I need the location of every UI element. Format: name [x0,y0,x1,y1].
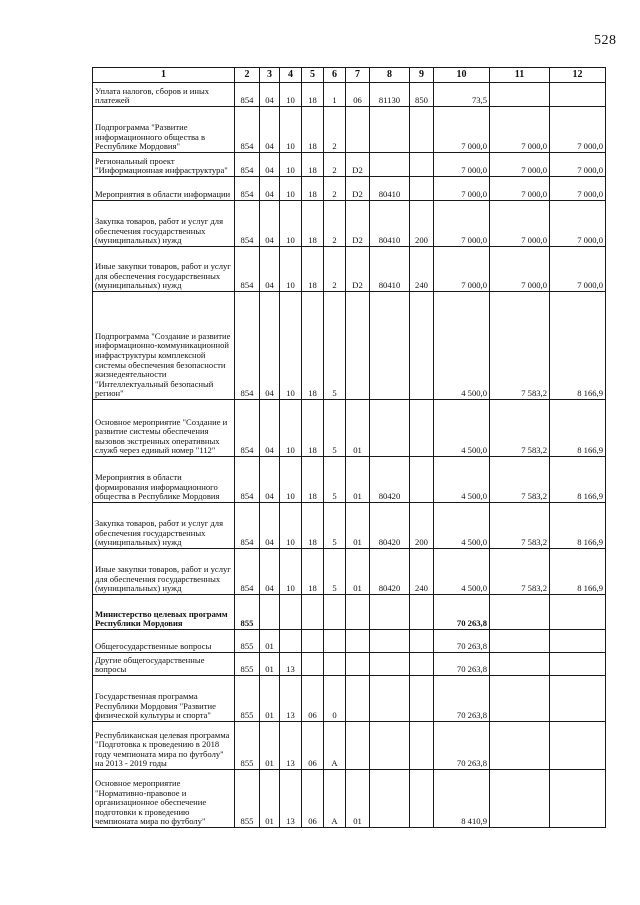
cell-col-6: 2 [324,153,346,177]
cell-col-9 [410,292,434,400]
cell-col-7: 01 [346,549,370,595]
row-name-cell: Закупка товаров, работ и услуг для обеспечения государственных (муниципальных) нужд [93,201,235,247]
cell-col-7: D2 [346,201,370,247]
cell-col-12: 8 166,9 [550,457,606,503]
cell-col-5: 18 [302,549,324,595]
row-name-cell: Закупка товаров, работ и услуг для обеспечения государственных (муниципальных) нужд [93,503,235,549]
cell-col-9 [410,630,434,653]
cell-col-10: 4 500,0 [434,292,490,400]
cell-col-5: 18 [302,292,324,400]
cell-col-5 [302,630,324,653]
cell-col-6 [324,595,346,630]
cell-col-12 [550,630,606,653]
cell-col-3 [260,595,280,630]
cell-col-11 [490,653,550,676]
cell-col-5: 18 [302,400,324,457]
cell-col-7 [346,595,370,630]
cell-col-7: 01 [346,457,370,503]
cell-col-7: D2 [346,177,370,201]
cell-col-10: 8 410,9 [434,770,490,828]
cell-col-7 [346,630,370,653]
page-number: 528 [594,33,617,48]
cell-col-12: 8 166,9 [550,549,606,595]
cell-col-6: 5 [324,503,346,549]
row-name-cell: Другие общегосударственные вопросы [93,653,235,676]
cell-col-4: 10 [280,177,302,201]
table-row [93,595,606,630]
cell-col-2: 854 [235,457,260,503]
cell-col-8: 80410 [370,177,410,201]
cell-col-11 [490,630,550,653]
cell-col-6: 5 [324,292,346,400]
table-row [93,247,606,292]
cell-col-10: 70 263,8 [434,676,490,722]
table-row [93,107,606,153]
cell-col-2: 854 [235,201,260,247]
cell-col-11: 7 000,0 [490,107,550,153]
column-header-7: 7 [346,68,370,83]
cell-col-9 [410,153,434,177]
budget-table [92,67,606,828]
row-name-cell: Основное мероприятие "Нормативно-правовое и организационное обеспечение подготовки к проведению чемпионата мира по футболу" [93,770,235,828]
cell-col-10: 70 263,8 [434,653,490,676]
cell-col-12 [550,676,606,722]
cell-col-10: 4 500,0 [434,549,490,595]
cell-col-2: 854 [235,83,260,107]
cell-col-4: 10 [280,549,302,595]
cell-col-10: 7 000,0 [434,247,490,292]
cell-col-7: 06 [346,83,370,107]
row-name-cell: Иные закупки товаров, работ и услуг для обеспечения государственных (муниципальных) нужд [93,549,235,595]
cell-col-9 [410,770,434,828]
row-name-cell: Государственная программа Республики Мордовия "Развитие физической культуры и спорта" [93,676,235,722]
cell-col-12: 8 166,9 [550,400,606,457]
table-row [93,153,606,177]
cell-col-6: 5 [324,549,346,595]
cell-col-10: 73,5 [434,83,490,107]
cell-col-12 [550,653,606,676]
cell-col-7 [346,653,370,676]
cell-col-9: 240 [410,247,434,292]
cell-col-10: 70 263,8 [434,630,490,653]
cell-col-2: 855 [235,595,260,630]
cell-col-4: 13 [280,653,302,676]
cell-col-6: 2 [324,177,346,201]
cell-col-10: 70 263,8 [434,595,490,630]
cell-col-5: 18 [302,177,324,201]
cell-col-2: 854 [235,177,260,201]
cell-col-3: 01 [260,770,280,828]
cell-col-8 [370,400,410,457]
cell-col-6: 0 [324,676,346,722]
cell-col-10: 7 000,0 [434,107,490,153]
cell-col-4 [280,630,302,653]
table-body [93,83,606,828]
cell-col-3: 04 [260,201,280,247]
cell-col-3: 04 [260,503,280,549]
cell-col-4: 10 [280,107,302,153]
cell-col-9: 200 [410,201,434,247]
cell-col-4: 10 [280,201,302,247]
cell-col-6 [324,653,346,676]
cell-col-11: 7 000,0 [490,201,550,247]
cell-col-12 [550,770,606,828]
table-row [93,177,606,201]
cell-col-6: 2 [324,247,346,292]
cell-col-4: 10 [280,153,302,177]
cell-col-8 [370,653,410,676]
cell-col-12: 7 000,0 [550,201,606,247]
cell-col-8: 80410 [370,247,410,292]
cell-col-5: 18 [302,457,324,503]
cell-col-3: 01 [260,676,280,722]
cell-col-10: 7 000,0 [434,153,490,177]
cell-col-11 [490,83,550,107]
cell-col-5: 18 [302,107,324,153]
cell-col-9: 850 [410,83,434,107]
cell-col-3: 04 [260,107,280,153]
cell-col-4: 13 [280,676,302,722]
cell-col-5: 18 [302,247,324,292]
cell-col-9 [410,400,434,457]
cell-col-7: 01 [346,770,370,828]
cell-col-8: 80420 [370,549,410,595]
column-header-9: 9 [410,68,434,83]
table-row [93,201,606,247]
cell-col-11: 7 583,2 [490,292,550,400]
cell-col-3: 04 [260,247,280,292]
cell-col-8: 81130 [370,83,410,107]
cell-col-8: 80420 [370,503,410,549]
cell-col-8 [370,595,410,630]
column-header-3: 3 [260,68,280,83]
cell-col-9 [410,676,434,722]
cell-col-5: 18 [302,153,324,177]
cell-col-2: 854 [235,247,260,292]
cell-col-7: D2 [346,153,370,177]
cell-col-3: 01 [260,653,280,676]
cell-col-11: 7 583,2 [490,400,550,457]
cell-col-11: 7 583,2 [490,549,550,595]
column-header-8: 8 [370,68,410,83]
cell-col-2: 854 [235,107,260,153]
table-row [93,653,606,676]
table-header-row [93,68,606,83]
cell-col-11: 7 583,2 [490,503,550,549]
cell-col-11: 7 000,0 [490,177,550,201]
cell-col-12 [550,722,606,770]
cell-col-5: 18 [302,503,324,549]
cell-col-2: 854 [235,400,260,457]
cell-col-7: 01 [346,503,370,549]
cell-col-5 [302,595,324,630]
cell-col-8 [370,107,410,153]
cell-col-9 [410,107,434,153]
row-name-cell: Министерство целевых программ Республики Мордовия [93,595,235,630]
row-name-cell: Общегосударственные вопросы [93,630,235,653]
cell-col-9: 200 [410,503,434,549]
cell-col-10: 4 500,0 [434,503,490,549]
cell-col-4: 13 [280,770,302,828]
table-row [93,503,606,549]
cell-col-4: 10 [280,83,302,107]
cell-col-4 [280,595,302,630]
cell-col-7 [346,107,370,153]
cell-col-3: 04 [260,549,280,595]
cell-col-8 [370,292,410,400]
cell-col-5: 18 [302,201,324,247]
cell-col-6: 2 [324,201,346,247]
cell-col-11 [490,676,550,722]
cell-col-12 [550,83,606,107]
cell-col-10: 7 000,0 [434,201,490,247]
cell-col-5: 06 [302,722,324,770]
row-name-cell: Республиканская целевая программа "Подготовка к проведению в 2018 году чемпионата мира по футболу" на 2013 - 2019 годы [93,722,235,770]
row-name-cell: Подпрограмма "Развитие информационного общества в Республике Мордовия" [93,107,235,153]
table-row [93,676,606,722]
table-row [93,292,606,400]
cell-col-11 [490,722,550,770]
row-name-cell: Подпрограмма "Создание и развитие информационно-коммуникационной инфраструктуры комплексной системы обеспечения безопасности жизнедеятельности "Интеллектуальный безопасный регион" [93,292,235,400]
cell-col-6: А [324,722,346,770]
cell-col-8 [370,676,410,722]
row-name-cell: Иные закупки товаров, работ и услуг для обеспечения государственных (муниципальных) нужд [93,247,235,292]
cell-col-4: 10 [280,292,302,400]
row-name-cell: Мероприятия в области информации [93,177,235,201]
cell-col-10: 7 000,0 [434,177,490,201]
cell-col-9 [410,722,434,770]
cell-col-3: 04 [260,83,280,107]
cell-col-6: А [324,770,346,828]
row-name-cell: Основное мероприятие "Создание и развитие системы обеспечения вызовов экстренных оперативных служб через единый номер "112" [93,400,235,457]
cell-col-3: 01 [260,722,280,770]
cell-col-11: 7 000,0 [490,247,550,292]
cell-col-2: 854 [235,549,260,595]
row-name-cell: Мероприятия в области формирования информационного общества в Республике Мордовия [93,457,235,503]
column-header-4: 4 [280,68,302,83]
table-row [93,722,606,770]
row-name-cell: Региональный проект "Информационная инфраструктура" [93,153,235,177]
cell-col-8 [370,722,410,770]
cell-col-5: 06 [302,770,324,828]
cell-col-12: 7 000,0 [550,107,606,153]
cell-col-12: 7 000,0 [550,247,606,292]
cell-col-2: 855 [235,653,260,676]
cell-col-9 [410,653,434,676]
cell-col-3: 01 [260,630,280,653]
column-header-12: 12 [550,68,606,83]
row-name-cell: Уплата налогов, сборов и иных платежей [93,83,235,107]
cell-col-4: 13 [280,722,302,770]
cell-col-9 [410,595,434,630]
cell-col-8 [370,770,410,828]
cell-col-3: 04 [260,153,280,177]
cell-col-11: 7 583,2 [490,457,550,503]
cell-col-6: 1 [324,83,346,107]
cell-col-10: 4 500,0 [434,457,490,503]
column-header-1: 1 [93,68,235,83]
cell-col-2: 854 [235,503,260,549]
cell-col-10: 70 263,8 [434,722,490,770]
column-header-11: 11 [490,68,550,83]
cell-col-4: 10 [280,503,302,549]
cell-col-12: 8 166,9 [550,503,606,549]
cell-col-5: 06 [302,676,324,722]
column-header-10: 10 [434,68,490,83]
table-row [93,630,606,653]
cell-col-9 [410,457,434,503]
cell-col-7: D2 [346,247,370,292]
cell-col-6 [324,630,346,653]
cell-col-11: 7 000,0 [490,153,550,177]
cell-col-12: 8 166,9 [550,292,606,400]
cell-col-9: 240 [410,549,434,595]
cell-col-11 [490,770,550,828]
cell-col-12: 7 000,0 [550,153,606,177]
column-header-5: 5 [302,68,324,83]
cell-col-2: 855 [235,630,260,653]
cell-col-3: 04 [260,292,280,400]
cell-col-3: 04 [260,177,280,201]
cell-col-11 [490,595,550,630]
cell-col-2: 854 [235,292,260,400]
column-header-6: 6 [324,68,346,83]
cell-col-8: 80420 [370,457,410,503]
cell-col-8: 80410 [370,201,410,247]
cell-col-5: 18 [302,83,324,107]
table-row [93,549,606,595]
cell-col-2: 854 [235,153,260,177]
cell-col-7 [346,676,370,722]
cell-col-7: 01 [346,400,370,457]
table-row [93,400,606,457]
table-row [93,770,606,828]
cell-col-2: 855 [235,722,260,770]
cell-col-5 [302,653,324,676]
cell-col-6: 5 [324,457,346,503]
cell-col-4: 10 [280,247,302,292]
cell-col-12: 7 000,0 [550,177,606,201]
cell-col-12 [550,595,606,630]
cell-col-9 [410,177,434,201]
cell-col-2: 855 [235,676,260,722]
column-header-2: 2 [235,68,260,83]
cell-col-3: 04 [260,400,280,457]
cell-col-8 [370,153,410,177]
cell-col-4: 10 [280,457,302,503]
cell-col-10: 4 500,0 [434,400,490,457]
cell-col-7 [346,722,370,770]
cell-col-8 [370,630,410,653]
table-row [93,457,606,503]
cell-col-6: 5 [324,400,346,457]
table-row [93,83,606,107]
cell-col-3: 04 [260,457,280,503]
cell-col-4: 10 [280,400,302,457]
cell-col-2: 855 [235,770,260,828]
cell-col-6: 2 [324,107,346,153]
cell-col-7 [346,292,370,400]
